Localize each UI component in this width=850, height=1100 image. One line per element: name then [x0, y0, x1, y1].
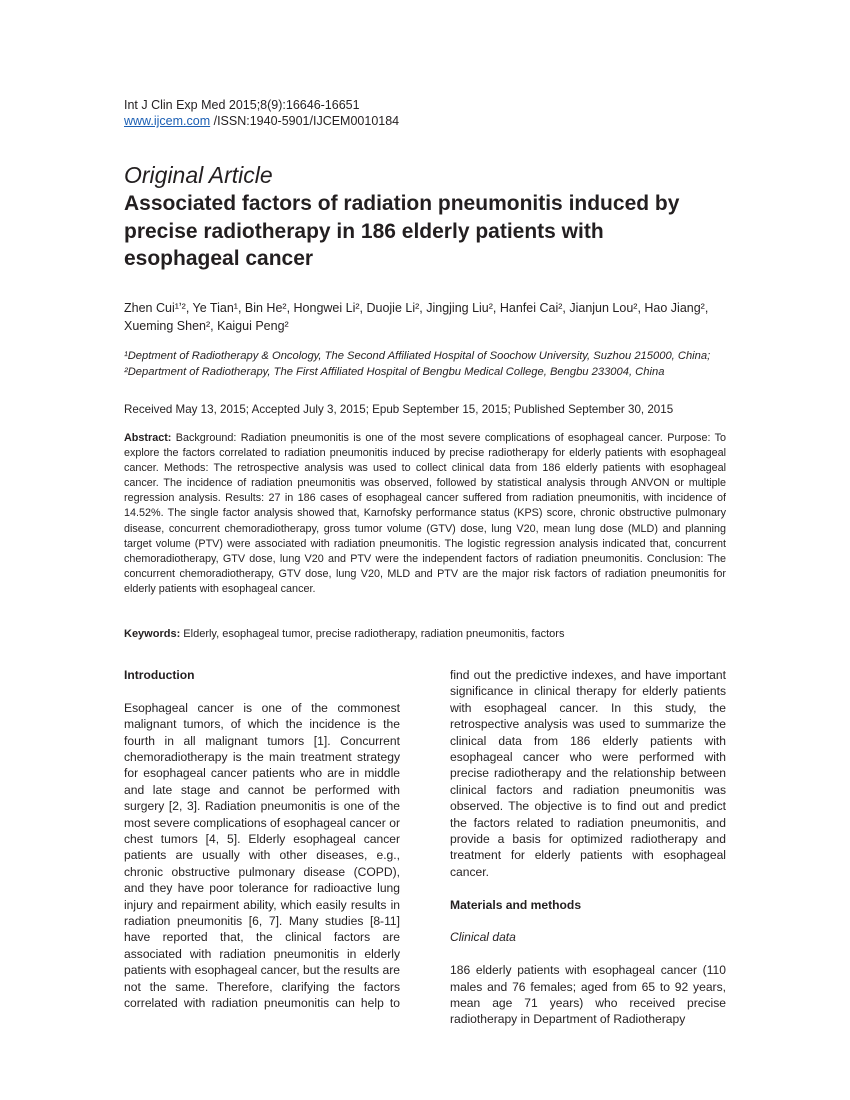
article-title: Associated factors of radiation pneumonitis induced by precise radiotherapy in 186 elderly patients with esophageal cancer [124, 192, 680, 270]
journal-identifiers [124, 113, 399, 129]
introduction-paragraph: Esophageal cancer is one of the commonest malignant tumors, of which the incidence is the fourth in all malignant tumors [1]. Concurrent chemoradiotherapy is the main treatment strategy for esophageal cancer patients who are in middle and late stage and cannot be performed with surgery [2, 3]. Radiation pneumonitis is one of the most severe complications of esophageal cancer or chest tumors [4, 5]. Elderly esophageal cancer patients are usually with other diseases, e.g., chronic obstructive pulmonary disease (COPD), and they have poor tolerance for radioactive lung injury and repairment ability, which easily results in radiation pneumonitis [6, 7]. Many studies [8-11] have reported that, the clinical factors are associated with radiation pneumonitis in elderly patients with esophageal cancer, but the results are not the same. Therefore, clarifying the factors correlated with radiation pneumonitis can help to [124, 700, 400, 1011]
journal-header [124, 97, 399, 129]
keywords-label: Keywords: [124, 628, 181, 640]
section-heading-methods: Materials and methods [450, 897, 582, 912]
journal-website-link[interactable]: www.ijcem.com [124, 114, 211, 128]
author-list: Zhen Cui¹ʼ², Ye Tian¹, Bin He², Hongwei Li², Duojie Li², Jingjing Liu², Hanfei Cai², Jianjun Lou², Hao Jiang², Xueming Shen², Kaigui Peng² [124, 301, 709, 333]
journal-citation: Int J Clin Exp Med 2015;8(9):16646-16651 [124, 98, 360, 112]
abstract [124, 431, 726, 597]
publication-dates: Received May 13, 2015; Accepted July 3, 2015; Epub September 15, 2015; Published September 30, 2015 [124, 403, 674, 416]
subsection-heading-clinical-data: Clinical data [450, 930, 516, 945]
author-affiliations: ¹Deptment of Radiotherapy & Oncology, The Second Affiliated Hospital of Soochow University, Suzhou 215000, China; ²Department of Radiotherapy, The First Affiliated Hospital of Bengbu Medical College, Bengbu 233004, China [124, 350, 711, 378]
abstract-label: Abstract: [124, 432, 172, 444]
keywords [124, 626, 734, 642]
clinical-data-paragraph: 186 elderly patients with esophageal cancer (110 males and 76 females; aged from 65 to 92 years, mean age 71 years) who received precise radiotherapy in Department of Radiotherapy [450, 963, 726, 1027]
article-type: Original Article [124, 162, 273, 188]
body-column-left [124, 667, 400, 1028]
introduction-paragraph-continued [450, 667, 726, 880]
introduction-paragraph-continued-text: find out the predictive indexes, and have important significance in clinical therapy for elderly patients with esophageal cancer. In this study, the retrospective analysis was used to summarize the clinical data from 186 elderly patients with esophageal cancer who were performed with precise radiotherapy and the relationship between clinical factors and radiation pneumonitis was observed. The objective is to find out and predict the factors related to radiation pneumonitis, and provide a basis for optimized radiotherapy and treatment for elderly patients with esophageal cancer. [450, 668, 726, 879]
journal-issn: /ISSN:1940-5901/IJCEM0010184 [210, 114, 400, 128]
section-heading-introduction: Introduction [124, 668, 195, 682]
keywords-text: Elderly, esophageal tumor, precise radiotherapy, radiation pneumonitis, factors [180, 628, 565, 640]
body-column-right [450, 667, 726, 1044]
abstract-text: Background: Radiation pneumonitis is one of the most severe complications of esophageal cancer. Purpose: To explore the factors correlated to radiation pneumonitis induced by precise radiotherapy for elderly patients with esophageal cancer. Methods: The retrospective analysis was used to collect clinical data from 186 elderly patients with esophageal cancer. The incidence of radiation pneumonitis was observed, followed by statistical analysis through ANVON or multiple regression analysis. Results: 27 in 186 cases of esophageal cancer suffered from radiation pneumonitis, with incidence of 14.52%. The single factor analysis showed that, Karnofsky performance status (KPS) score, chronic obstructive pulmonary disease, concurrent chemoradiotherapy, gross tumor volume (GTV) dose, lung V20, mean lung dose (MLD) and planning target volume (PTV) were associated with radiation pneumonitis. The logistic regression analysis indicated that, concurrent chemoradiotherapy, GTV dose, lung V20 and PTV were the independent factors of radiation pneumonitis. Conclusion: The concurrent chemoradiotherapy, GTV dose, lung V20, MLD and PTV are the major risk factors of radiation pneumonitis for elderly patients with esophageal cancer. [124, 432, 726, 595]
